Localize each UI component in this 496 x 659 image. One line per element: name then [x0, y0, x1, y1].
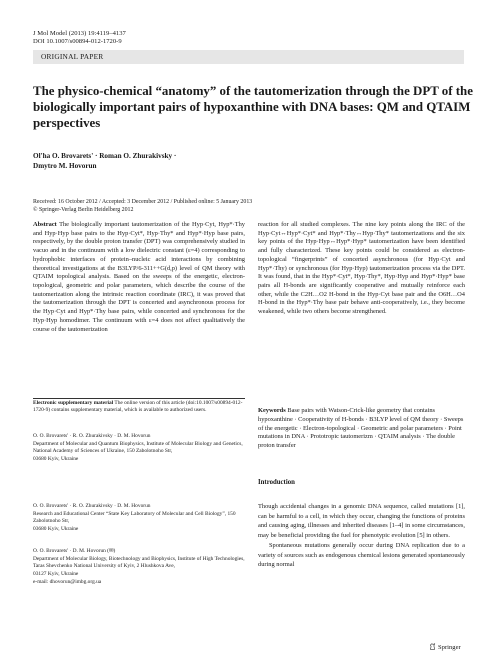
footnote-divider — [33, 398, 245, 399]
affiliation-1: O. O. Brovarets' · R. O. Zhurakivsky · D. M. Hovorun Department of Molecular and Quantum Biophysics, Institute of Molecular Biology and Genetics, National Academy of Sciences of Ukraine, 150 Zabolotnoho Str, 03680 Kyiv, Ukraine — [33, 433, 243, 463]
affiliation-2: O. O. Brovarets' · R. O. Zhurakivsky · D. M. Hovorun Research and Educational Center “State Key Laboratory of Molecular and Cell Biology”, 150 Zabolotnoho Str, 03680 Kyiv, Ukraine — [33, 503, 236, 533]
esm-heading: Electronic supplementary material — [33, 400, 114, 406]
introduction-heading: Introduction — [258, 479, 295, 486]
paper-title: The physico-chemical “anatomy” of the tautomerization through the DPT of the biologically important pairs of hypoxanthine with DNA bases: QM and QTAIM perspectives — [33, 84, 473, 130]
springer-horse-icon — [429, 643, 436, 650]
publisher-footer — [429, 643, 461, 651]
abstract-left-column — [33, 221, 245, 334]
journal-citation: J Mol Model (2013) 19:4119–4137 — [33, 30, 126, 37]
abstract-text-right: reaction for all studied complexes. The nine key points along the IRC of the Hyp·Cyt↔Hyp*·Cyt* and Hyp*·Thy↔Hyp·Thy* tautomerizations and the six key points of the Hyp·Hyp↔Hyp*·Hyp* tautomerization have been identified and fully characterized. These key points could be considered as electron-topological “fingerprints” of concerted asynchronous (for Hyp·Cyt and Hyp*·Thy) or synchronous (for Hyp·Hyp) tautomerization process via the DPT. It was found, that in the Hyp*·Cyt*, Hyp·Thy*, Hyp·Hyp and Hyp*·Hyp* base pairs all H-bonds are significantly cooperative and mutually reinforce each other, while the C2H…O2 H-bond in the Hyp·Cyt base pair and the O6H…O4 H-bond in the Hyp*·Thy base pair behave anti-cooperatively, i.e., they become weakened, while two others become strengthened. — [258, 221, 465, 316]
doi-line: DOI 10.1007/s00894-012-1720-9 — [33, 38, 122, 45]
section-banner — [33, 50, 464, 64]
publisher-name: Springer — [438, 644, 461, 651]
abstract-right-column — [258, 221, 465, 317]
publication-dates — [33, 198, 463, 214]
copyright-line: © Springer-Verlag Berlin Heidelberg 2012 — [33, 207, 134, 213]
journal-header — [33, 30, 126, 46]
abstract-heading: Abstract — [33, 221, 57, 228]
author-line-1: Ol'ha O. Brovarets' · Roman O. Zhurakivsky · — [33, 152, 177, 160]
introduction-paragraph-1: Though accidental changes in a genomic DNA sequence, called mutations [1], can be harmful to a cell, in which they occur, changing the functions of proteins and causing aging, illnesses and inherited diseases [1–4] in some circumstances, may be beneficial providing the fuel for phenotypic evolution [5] in others. — [258, 503, 465, 540]
author-list — [33, 151, 333, 171]
author-line-2: Dmytro M. Hovorun — [33, 162, 97, 170]
section-banner-label: ORIGINAL PAPER — [41, 52, 104, 61]
history-dates: Received: 16 October 2012 / Accepted: 3 December 2012 / Published online: 5 January 2013 — [33, 199, 253, 205]
esm-text: The online version of this article (doi:10.1007/s00894-012-1720-9) contains supplementary material, which is available to authorized users. — [33, 400, 243, 414]
affiliation-3: O. O. Brovarets' · D. M. Hovorun (✉) Department of Molecular Biology, Biotechnology and Biophysics, Institute of High Technologies, Taras Shevchenko National University of Kyiv, 2 Hlushkova Ave, 03127 Kyiv, Ukraine e-mail: dhovorun@imbg.org.ua — [33, 548, 245, 585]
introduction-body — [258, 502, 465, 570]
introduction-paragraph-2: Spontaneous mutations generally occur during DNA replication due to a variety of sources such as endogenous chemical lesions generated spontaneously during normal — [258, 541, 465, 569]
supplementary-note — [33, 400, 245, 414]
keywords-block — [258, 407, 465, 451]
keywords-heading: Keywords — [258, 407, 286, 414]
keywords-text: Base pairs with Watson-Crick-like geometry that contains hypoxanthine · Cooperativity of H-bonds · B3LYP level of QM theory · Sweeps of the energetic · Electron-topological · Geometric and polar parameters · Point mutations in DNA · Prototropic tautomerizm · QTAIM analysis · The double proton transfer — [258, 407, 464, 450]
abstract-text-left: The biologically important tautomerization of the Hyp·Cyt, Hyp*·Thy and Hyp·Hyp base pairs to the Hyp·Cyt*, Hyp·Thy* and Hyp*·Hyp base pairs, respectively, by the double proton transfer (DPT) was comprehensively studied in vacuo and in the continuum with a low dielectric constant (ε=4) corresponding to hydrophobic interfaces of protein–nucleic acid interactions by combining theoretical investigations at the B3LYP/6-311++G(d,p) level of QM theory with QTAIM topological analysis. Based on the sweeps of the energetic, electron-topological, geometric and polar parameters, which describe the course of the tautomerization along the intrinsic reaction coordinate (IRC), it was proved that the tautomerization through the DPT is concerted and asynchronous process for the Hyp·Cyt and Hyp*·Thy base pairs, while concerted and synchronous for the Hyp·Hyp homodimer. The continuum with ε=4 does not affect qualitatively the course of the tautomerization — [33, 221, 246, 333]
